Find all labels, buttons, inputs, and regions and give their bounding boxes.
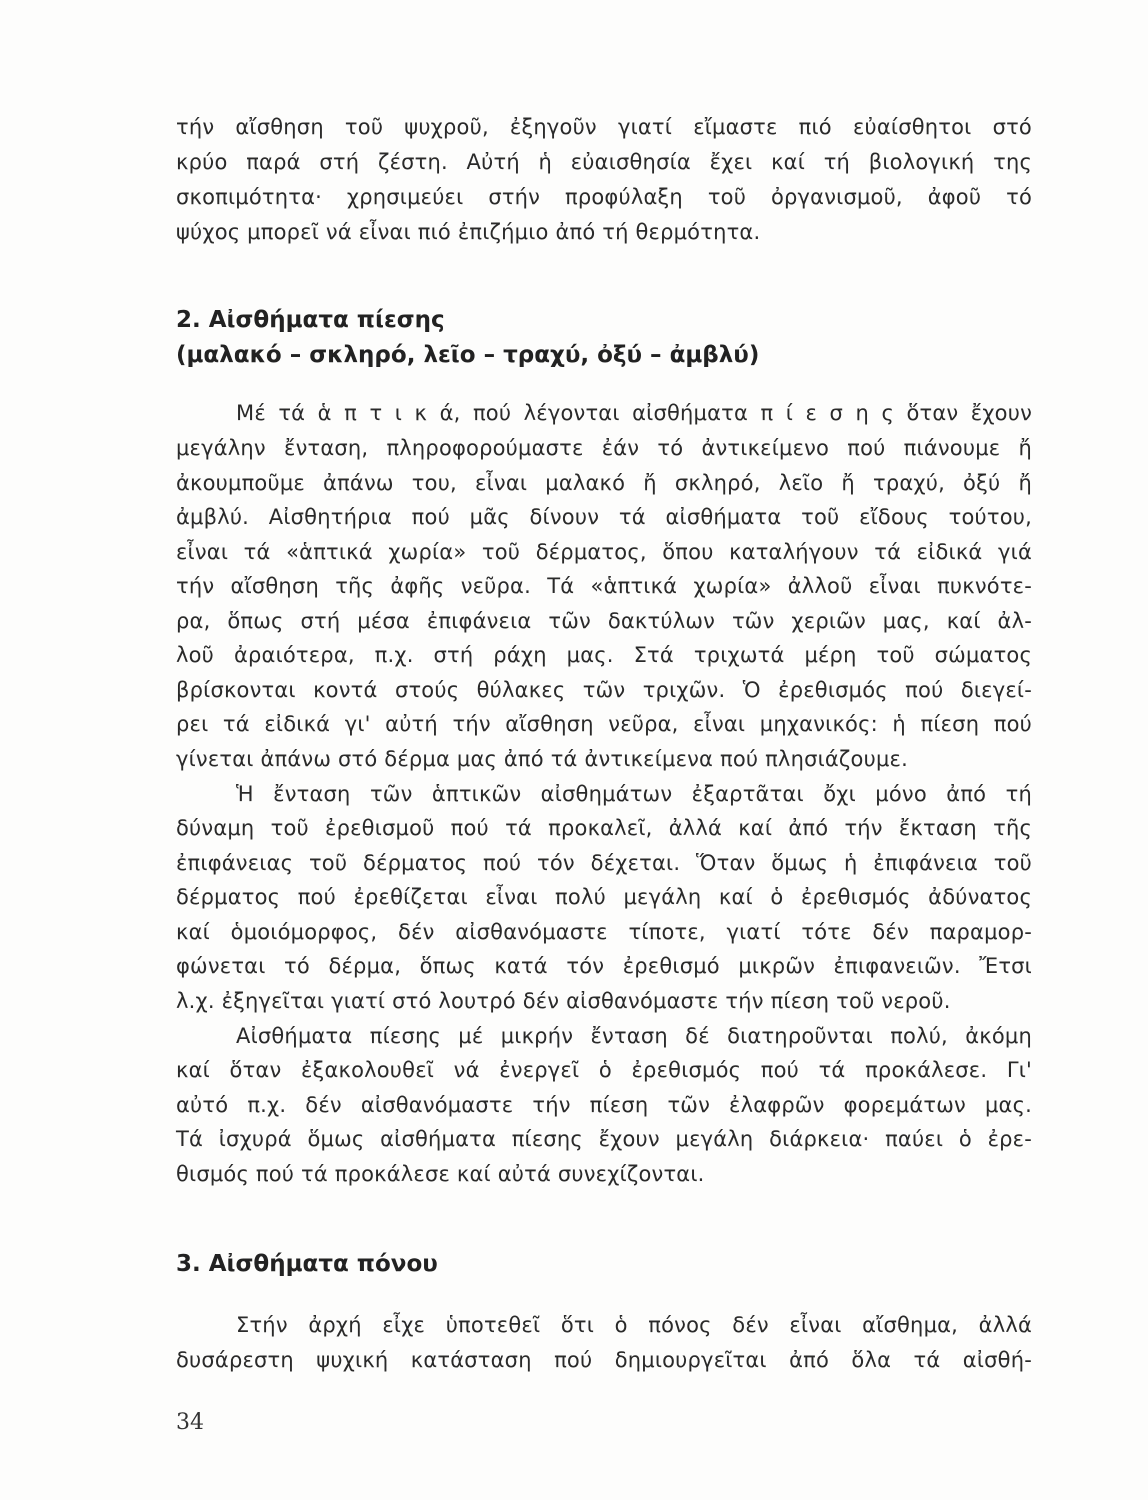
text-line: ρα, ὅπως στή μέσα ἐπιφάνεια τῶν δακτύλων τῶν χεριῶν μας, καί ἀλ- — [176, 609, 1032, 633]
text-line: βρίσκονται κοντά στούς θύλακες τῶν τριχῶν. Ὁ ἐρεθισμός πού διεγεί- — [176, 678, 1032, 702]
text-line: ψύχος μπορεῖ νά εἶναι πιό ἐπιζήμιο ἀπό τή θερμότητα. — [176, 220, 761, 244]
text-line: σκοπιμότητα· χρησιμεύει στήν προφύλαξη τοῦ ὀργανισμοῦ, ἀφοῦ τό — [176, 185, 1032, 209]
text-line: μεγάλην ἔνταση, πληροφορούμαστε ἐάν τό ἀντικείμενο πού πιάνουμε ἤ — [176, 436, 1032, 460]
text-line: Αἰσθήματα πίεσης μέ μικρήν ἔνταση δέ διατηροῦνται πολύ, ἀκόμη — [236, 1024, 1032, 1048]
section-2-title: 2. Αἰσθήματα πίεσης — [176, 307, 445, 333]
text-line: τήν αἴσθηση τοῦ ψυχροῦ, ἐξηγοῦν γιατί εἴμαστε πιό εὐαίσθητοι στό — [176, 115, 1032, 139]
text-line: τήν αἴσθηση τῆς ἀφῆς νεῦρα. Τά «ἁπτικά χωρία» ἀλλοῦ εἶναι πυκνότε- — [176, 574, 1032, 598]
text-line: εἶναι τά «ἁπτικά χωρία» τοῦ δέρματος, ὅπου καταλήγουν τά εἰδικά γιά — [176, 540, 1032, 564]
text-line: ἀμβλύ. Αἰσθητήρια πού μᾶς δίνουν τά αἰσθήματα τοῦ εἴδους τούτου, — [176, 505, 1032, 529]
text-line: λ.χ. ἐξηγεῖται γιατί στό λουτρό δέν αἰσθανόμαστε τήν πίεση τοῦ νεροῦ. — [176, 989, 951, 1013]
text-line: ἀκουμποῦμε ἀπάνω του, εἶναι μαλακό ἤ σκληρό, λεῖο ἤ τραχύ, ὀξύ ἤ — [176, 471, 1032, 495]
text-line: κρύο παρά στή ζέστη. Αὐτή ἡ εὐαισθησία ἔχει καί τή βιολογική της — [176, 150, 1032, 174]
text-line: γίνεται ἀπάνω στό δέρμα μας ἀπό τά ἀντικείμενα πού πλησιάζουμε. — [176, 747, 908, 771]
section-3-title: 3. Αἰσθήματα πόνου — [176, 1251, 438, 1277]
text-line: καί ὅταν ἐξακολουθεῖ νά ἐνεργεῖ ὁ ἐρεθισμός πού τά προκάλεσε. Γι' — [176, 1058, 1032, 1082]
section-2-subtitle: (μαλακό – σκληρό, λεῖο – τραχύ, ὀξύ – ἀμβλύ) — [176, 342, 760, 368]
text-line: ἐπιφάνειας τοῦ δέρματος πού τόν δέχεται. Ὅταν ὅμως ἡ ἐπιφάνεια τοῦ — [176, 851, 1032, 875]
text-line: δύναμη τοῦ ἐρεθισμοῦ πού τά προκαλεῖ, ἀλλά καί ἀπό τήν ἔκταση τῆς — [176, 816, 1032, 840]
text-line: λοῦ ἀραιότερα, π.χ. στή ράχη μας. Στά τριχωτά μέρη τοῦ σώματος — [176, 643, 1032, 667]
text-line: Τά ἰσχυρά ὅμως αἰσθήματα πίεσης ἔχουν μεγάλη διάρκεια· παύει ὁ ἐρε- — [176, 1127, 1032, 1151]
text-line: θισμός πού τά προκάλεσε καί αὐτά συνεχίζονται. — [176, 1162, 705, 1186]
text-line: φώνεται τό δέρμα, ὅπως κατά τόν ἐρεθισμό μικρῶν ἐπιφανειῶν. Ἔτσι — [176, 954, 1032, 978]
page-number: 34 — [176, 1410, 204, 1435]
text-line: δέρματος πού ἐρεθίζεται εἶναι πολύ μεγάλη καί ὁ ἐρεθισμός ἀδύνατος — [176, 885, 1032, 909]
text-line: δυσάρεστη ψυχική κατάσταση πού δημιουργεῖται ἀπό ὅλα τά αἰσθή- — [176, 1348, 1032, 1372]
text-line: Ἡ ἔνταση τῶν ἁπτικῶν αἰσθημάτων ἐξαρτᾶται ὄχι μόνο ἀπό τή — [236, 782, 1032, 806]
text-line: καί ὁμοιόμορφος, δέν αἰσθανόμαστε τίποτε, γιατί τότε δέν παραμορ- — [176, 920, 1032, 944]
text-line: αὐτό π.χ. δέν αἰσθανόμαστε τήν πίεση τῶν ἐλαφρῶν φορεμάτων μας. — [176, 1093, 1032, 1117]
text-line: ρει τά εἰδικά γι' αὐτή τήν αἴσθηση νεῦρα, εἶναι μηχανικός: ἡ πίεση πού — [176, 712, 1032, 736]
text-line: Μέ τά ἁ π τ ι κ ά, πού λέγονται αἰσθήματα π ί ε σ η ς ὅταν ἔχουν — [236, 401, 1032, 425]
text-line: Στήν ἀρχή εἶχε ὑποτεθεῖ ὅτι ὁ πόνος δέν εἶναι αἴσθημα, ἀλλά — [236, 1313, 1032, 1337]
